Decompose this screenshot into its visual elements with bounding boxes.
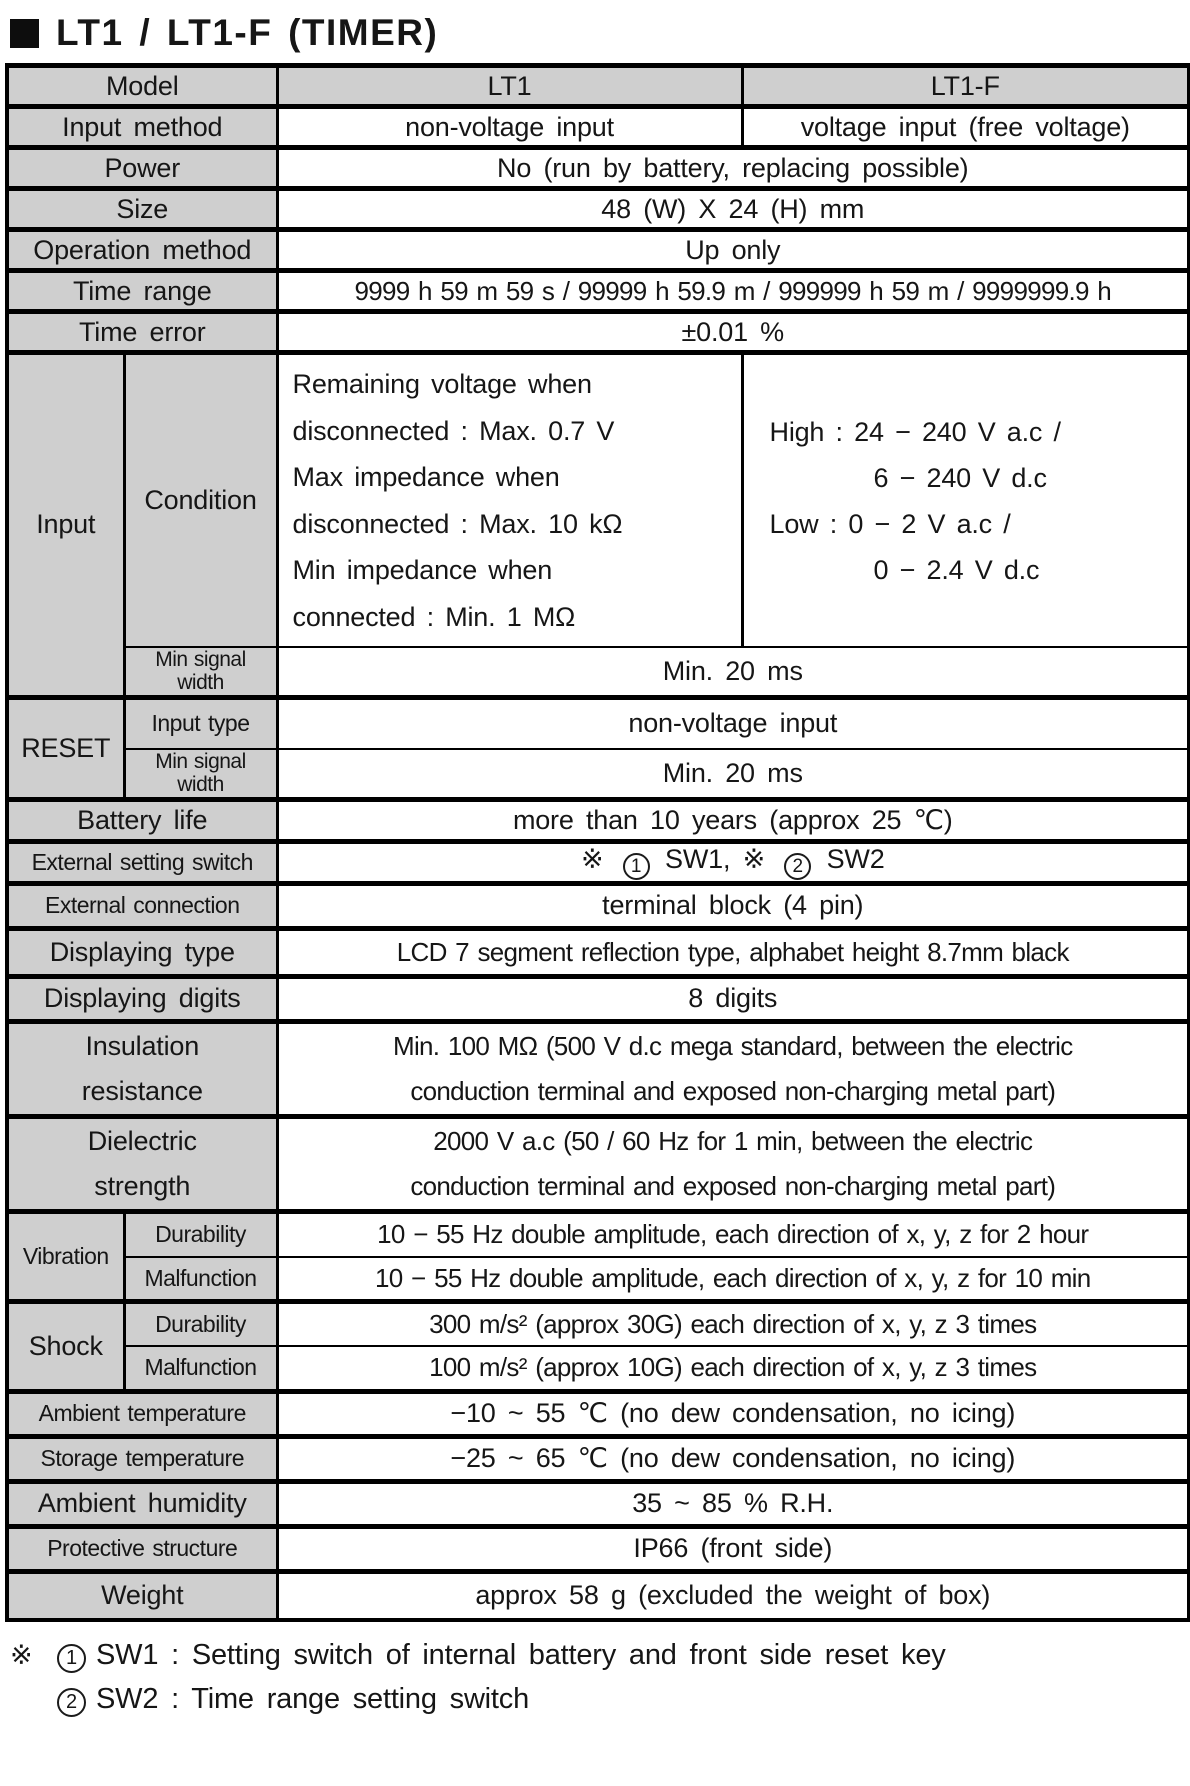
row-operation-method bbox=[7, 230, 1189, 271]
displaying-digits-value-cell: 8 digits bbox=[277, 976, 1189, 1021]
input-min-signal-width-label-cell bbox=[124, 647, 277, 697]
footnote-sw1 bbox=[10, 1636, 1186, 1674]
shock-malfunction-value-cell: 100 m/s² (approx 10G) each direction of x, y, z 3 times bbox=[277, 1346, 1189, 1391]
label-line: resistance bbox=[81, 1075, 203, 1106]
footnotes bbox=[10, 1636, 1186, 1718]
row-external-setting-switch bbox=[7, 841, 1189, 883]
model-lt1-cell: LT1 bbox=[277, 66, 742, 107]
reset-label-cell: RESET bbox=[7, 697, 124, 799]
row-vibration-durability bbox=[7, 1211, 1189, 1257]
row-ambient-humidity bbox=[7, 1481, 1189, 1526]
size-value-cell: 48 (W) X 24 (H) mm bbox=[277, 189, 1189, 230]
condition-line: disconnected : Max. 0.7 V bbox=[292, 415, 615, 446]
label-line: width bbox=[177, 773, 224, 797]
time-error-value-cell: ±0.01 % bbox=[277, 312, 1189, 353]
row-battery-life bbox=[7, 799, 1189, 841]
spec-table bbox=[5, 63, 1190, 1622]
insulation-resistance-value-cell bbox=[277, 1021, 1189, 1116]
row-protective-structure bbox=[7, 1526, 1189, 1571]
page-title-text: LT1 / LT1-F (TIMER) bbox=[56, 12, 439, 53]
row-model bbox=[7, 66, 1189, 107]
label-line: Min signal bbox=[155, 648, 246, 672]
row-shock-malfunction bbox=[7, 1346, 1189, 1391]
label-line: width bbox=[177, 671, 224, 695]
condition-line: connected : Min. 1 MΩ bbox=[292, 601, 576, 632]
vibration-malfunction-label-cell: Malfunction bbox=[124, 1257, 277, 1301]
row-reset-input-type bbox=[7, 697, 1189, 749]
size-label-cell: Size bbox=[7, 189, 277, 230]
row-size bbox=[7, 189, 1189, 230]
external-connection-label-cell: External connection bbox=[7, 883, 277, 928]
row-displaying-digits bbox=[7, 976, 1189, 1021]
external-setting-switch-value-cell bbox=[277, 841, 1189, 883]
row-time-range bbox=[7, 271, 1189, 312]
ambient-temperature-value-cell: −10 ~ 55 ℃ (no dew condensation, no icing) bbox=[277, 1391, 1189, 1436]
row-external-connection bbox=[7, 883, 1189, 928]
time-range-label-cell: Time range bbox=[7, 271, 277, 312]
row-input-condition bbox=[7, 353, 1189, 648]
row-input-method bbox=[7, 107, 1189, 148]
vibration-durability-label-cell: Durability bbox=[124, 1211, 277, 1257]
condition-line: Min impedance when bbox=[292, 555, 553, 585]
condition-line: Remaining voltage when bbox=[292, 369, 592, 399]
ambient-humidity-value-cell: 35 ~ 85 % R.H. bbox=[277, 1481, 1189, 1526]
reset-min-signal-width-label-cell bbox=[124, 749, 277, 799]
model-lt1f-cell: LT1-F bbox=[742, 66, 1189, 107]
operation-method-value-cell: Up only bbox=[277, 230, 1189, 271]
displaying-type-label-cell: Displaying type bbox=[7, 928, 277, 976]
switch-text: SW1, bbox=[665, 844, 731, 874]
battery-life-value-cell: more than 10 years (approx 25 ℃) bbox=[277, 799, 1189, 841]
value-line: 2000 V a.c (50 / 60 Hz for 1 min, between the electric bbox=[433, 1125, 1033, 1156]
model-label-cell: Model bbox=[7, 66, 277, 107]
vibration-malfunction-value-cell: 10 − 55 Hz double amplitude, each direction of x, y, z for 10 min bbox=[277, 1257, 1189, 1301]
ambient-humidity-label-cell: Ambient humidity bbox=[7, 1481, 277, 1526]
storage-temperature-value-cell: −25 ~ 65 ℃ (no dew condensation, no icing) bbox=[277, 1436, 1189, 1481]
row-shock-durability bbox=[7, 1301, 1189, 1346]
label-line: Insulation bbox=[85, 1030, 200, 1061]
condition-label-cell: Condition bbox=[124, 353, 277, 648]
input-method-label-cell: Input method bbox=[7, 107, 277, 148]
reset-input-type-label-cell: Input type bbox=[124, 697, 277, 749]
insulation-resistance-label-cell bbox=[7, 1021, 277, 1116]
shock-malfunction-label-cell: Malfunction bbox=[124, 1346, 277, 1391]
protective-structure-label-cell: Protective structure bbox=[7, 1526, 277, 1571]
dielectric-strength-label-cell bbox=[7, 1116, 277, 1211]
row-displaying-type bbox=[7, 928, 1189, 976]
protective-structure-value-cell: IP66 (front side) bbox=[277, 1526, 1189, 1571]
label-line: strength bbox=[94, 1170, 191, 1201]
row-weight bbox=[7, 1571, 1189, 1620]
displaying-type-value-cell: LCD 7 segment reflection type, alphabet height 8.7mm black bbox=[277, 928, 1189, 976]
time-range-value-cell: 9999 h 59 m 59 s / 99999 h 59.9 m / 999999 h 59 m / 9999999.9 h bbox=[277, 271, 1189, 312]
row-vibration-malfunction bbox=[7, 1257, 1189, 1301]
operation-method-label-cell: Operation method bbox=[7, 230, 277, 271]
vibration-durability-value-cell: 10 − 55 Hz double amplitude, each direction of x, y, z for 2 hour bbox=[277, 1211, 1189, 1257]
time-error-label-cell: Time error bbox=[7, 312, 277, 353]
row-insulation-resistance bbox=[7, 1021, 1189, 1116]
condition-line: High : 24 − 240 V a.c / bbox=[769, 416, 1061, 447]
shock-durability-value-cell: 300 m/s² (approx 30G) each direction of x, y, z 3 times bbox=[277, 1301, 1189, 1346]
condition-line: disconnected : Max. 10 kΩ bbox=[292, 508, 623, 539]
footnote-text: SW1 : Setting switch of internal battery and front side reset key bbox=[96, 1639, 946, 1671]
weight-label-cell: Weight bbox=[7, 1571, 277, 1620]
footnote-sw2 bbox=[10, 1680, 1186, 1718]
row-time-error bbox=[7, 312, 1189, 353]
condition-lt1f-cell bbox=[742, 353, 1189, 648]
row-ambient-temperature bbox=[7, 1391, 1189, 1436]
value-line: conduction terminal and exposed non-charging metal part) bbox=[410, 1170, 1056, 1201]
row-input-min-signal-width bbox=[7, 647, 1189, 697]
reference-mark: ※ bbox=[580, 844, 604, 874]
reference-mark: ※ bbox=[10, 1640, 33, 1670]
condition-lt1-cell bbox=[277, 353, 742, 648]
circled-number-icon: 1 bbox=[57, 1644, 86, 1673]
reset-input-type-value-cell: non-voltage input bbox=[277, 697, 1189, 749]
label-line: Min signal bbox=[155, 750, 246, 774]
row-reset-min-signal-width bbox=[7, 749, 1189, 799]
shock-durability-label-cell: Durability bbox=[124, 1301, 277, 1346]
input-min-signal-width-value-cell: Min. 20 ms bbox=[277, 647, 1189, 697]
row-dielectric-strength bbox=[7, 1116, 1189, 1211]
page-title bbox=[10, 12, 1186, 54]
power-label-cell: Power bbox=[7, 148, 277, 189]
shock-label-cell: Shock bbox=[7, 1301, 124, 1391]
input-label-cell: Input bbox=[7, 353, 124, 698]
reset-min-signal-width-value-cell: Min. 20 ms bbox=[277, 749, 1189, 799]
footnote-text: SW2 : Time range setting switch bbox=[96, 1683, 530, 1715]
row-power bbox=[7, 148, 1189, 189]
input-method-lt1f-cell: voltage input (free voltage) bbox=[742, 107, 1189, 148]
value-line: conduction terminal and exposed non-charging metal part) bbox=[410, 1075, 1056, 1106]
external-setting-switch-label-cell: External setting switch bbox=[7, 841, 277, 883]
condition-line: Low : 0 − 2 V a.c / bbox=[769, 508, 1011, 539]
vibration-label-cell: Vibration bbox=[7, 1211, 124, 1301]
condition-line: 6 − 240 V d.c bbox=[873, 462, 1047, 493]
label-line: Dielectric bbox=[87, 1125, 197, 1156]
circled-number-icon: 2 bbox=[57, 1688, 86, 1717]
condition-line: Max impedance when bbox=[292, 462, 560, 492]
circled-number-icon: 1 bbox=[623, 853, 650, 880]
ambient-temperature-label-cell: Ambient temperature bbox=[7, 1391, 277, 1436]
external-connection-value-cell: terminal block (4 pin) bbox=[277, 883, 1189, 928]
battery-life-label-cell: Battery life bbox=[7, 799, 277, 841]
dielectric-strength-value-cell bbox=[277, 1116, 1189, 1211]
storage-temperature-label-cell: Storage temperature bbox=[7, 1436, 277, 1481]
reference-mark: ※ bbox=[742, 844, 765, 874]
section-bullet-icon bbox=[10, 19, 39, 48]
power-value-cell: No (run by battery, replacing possible) bbox=[277, 148, 1189, 189]
condition-line: 0 − 2.4 V d.c bbox=[873, 554, 1040, 585]
input-method-lt1-cell: non-voltage input bbox=[277, 107, 742, 148]
circled-number-icon: 2 bbox=[784, 853, 811, 880]
value-line: Min. 100 MΩ (500 V d.c mega standard, between the electric bbox=[392, 1030, 1073, 1061]
displaying-digits-label-cell: Displaying digits bbox=[7, 976, 277, 1021]
weight-value-cell: approx 58 g (excluded the weight of box) bbox=[277, 1571, 1189, 1620]
switch-text: SW2 bbox=[826, 844, 885, 874]
row-storage-temperature bbox=[7, 1436, 1189, 1481]
